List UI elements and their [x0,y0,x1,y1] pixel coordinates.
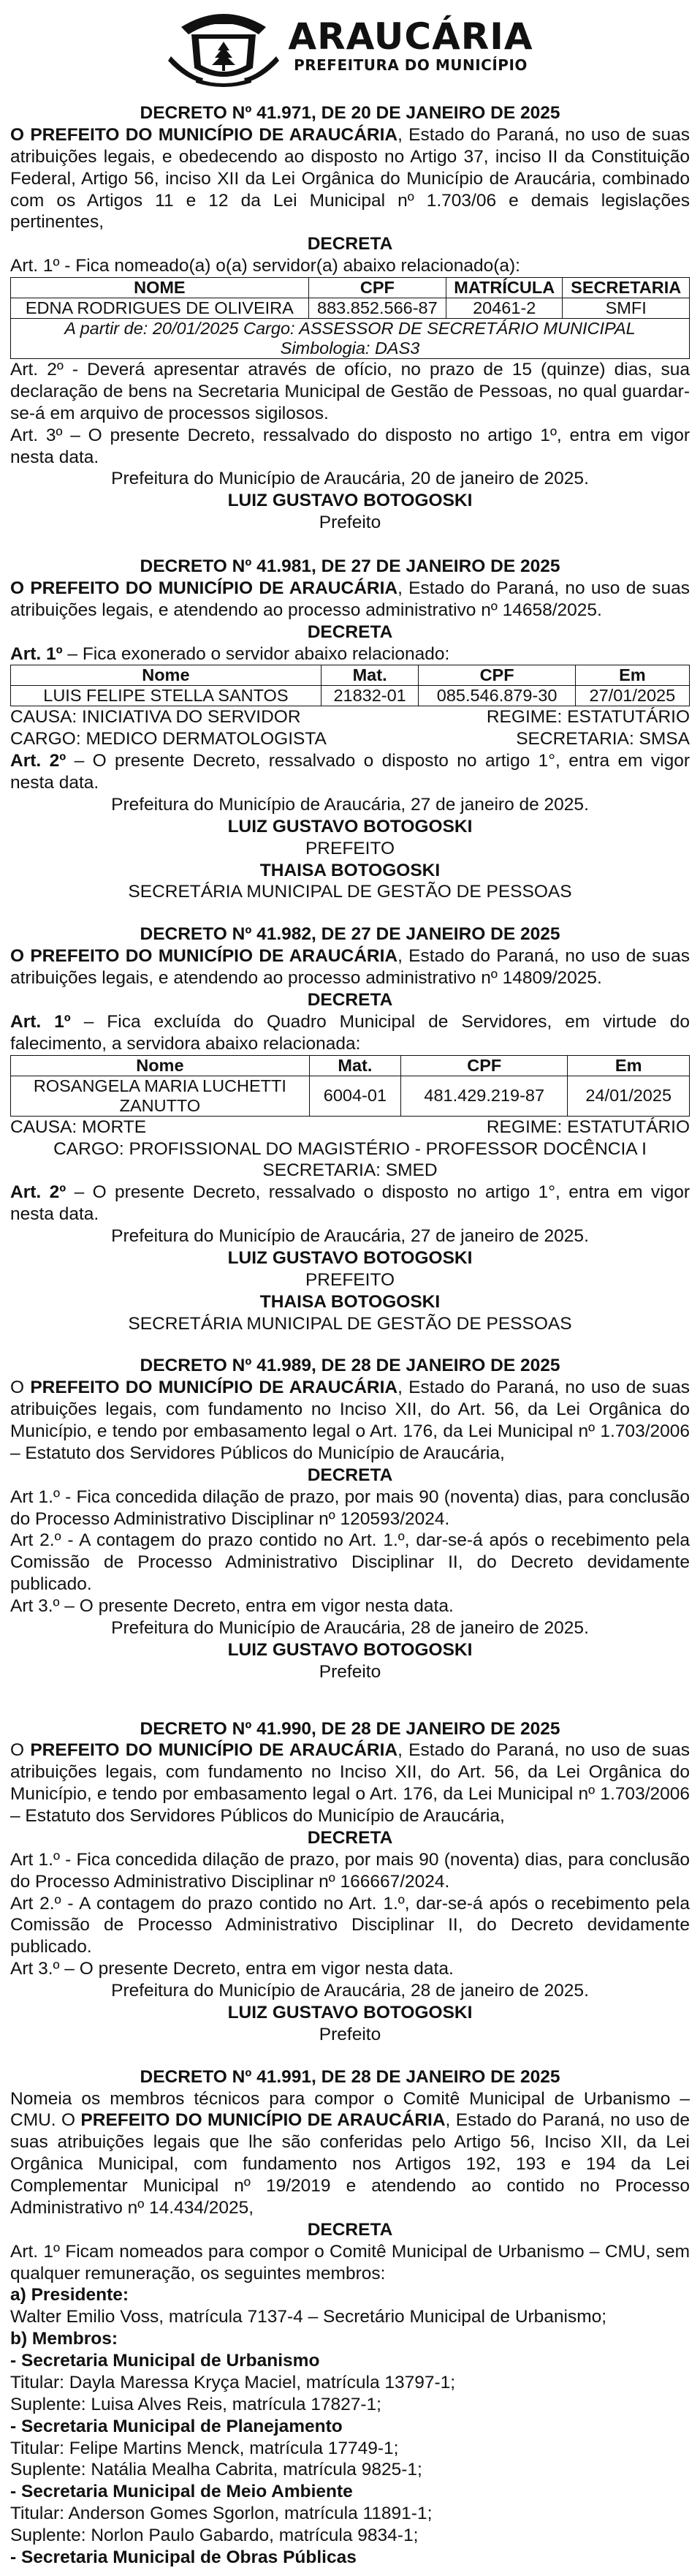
secretaria-heading: - Secretaria Municipal de Urbanismo [10,2351,320,2371]
table-note-cell [11,319,690,359]
decree-preamble [10,124,690,233]
table-header-cell: Nome [11,1055,310,1076]
article-3: Art 3.º – O presente Decreto, entra em vigor nesta data. [10,1959,454,1979]
article-3: Art. 3º – O presente Decreto, ressalvado do disposto no artigo 1º, entra em vigor nesta data. [10,425,690,467]
exclusion-table [10,1055,690,1117]
table-cell: 085.546.879-30 [419,686,575,706]
decree-41990 [10,1718,690,2046]
article-text: – Fica excluída do Quadro Municipal de Servidores, em virtude do falecimento, a servidora abaixo relacionada: [10,1011,690,1054]
article-1 [10,643,690,665]
co-signer-role: SECRETÁRIA MUNICIPAL DE GESTÃO DE PESSOAS [128,1313,572,1334]
article-label: Art. 1º [10,1011,71,1032]
table-header-cell: CPF [401,1055,568,1076]
table-header-cell: Nome [11,665,322,686]
table-header-cell: Mat. [321,665,419,686]
article-2: Art. 2º - Deverá apresentar através de ofício, no prazo de 15 (quinze) dias, sua declaração de bens na Secretaria Municipal de Gestão de Pessoas, no qual guardar-se-á em arquivo de processos sigilosos. [10,360,690,423]
preamble-text: , Estado do Paraná, no uso de suas atribuições legais, e atendendo ao processo administrativo nº 14658/2025. [10,578,690,620]
signer-name: LUIZ GUSTAVO BOTOGOSKI [227,491,473,511]
signer-name: LUIZ GUSTAVO BOTOGOSKI [227,1639,473,1660]
place-date: Prefeitura do Município de Araucária, 28 de janeiro de 2025. [111,1617,589,1638]
cargo-text: CARGO: MEDICO DERMATOLOGISTA [10,729,327,749]
decree-preamble [10,1377,690,1465]
article-2: Art 2.º - A contagem do prazo contido no Art. 1.º, dar-se-á após o recebimento pela Comissão de Processo Administrativo Disciplinar II, do Decreto devidamente publicado. [10,1530,690,1595]
decreta-heading: DECRETA [307,622,393,642]
brand [288,15,533,74]
cargo-text: CARGO: PROFISSIONAL DO MAGISTÉRIO - PROFESSOR DOCÊNCIA I [53,1138,647,1159]
brand-name: ARAUCÁRIA [288,15,533,58]
table-row [11,298,690,319]
table-cell: 27/01/2025 [575,686,689,706]
table-header-cell: Mat. [309,1055,400,1076]
table-cell: 20461-2 [446,298,563,319]
decree-title: DECRETO Nº 41.990, DE 28 DE JANEIRO DE 2025 [140,1718,560,1739]
decree-41971 [10,102,690,534]
table-cell: SMFI [563,298,690,319]
article-2 [10,750,690,794]
decree-41981 [10,556,690,903]
table-cell: LUIS FELIPE STELLA SANTOS [11,686,322,706]
municipal-crest-icon [167,5,281,87]
decree-title: DECRETO Nº 41.982, DE 27 DE JANEIRO DE 2025 [140,924,560,945]
signer-name: LUIZ GUSTAVO BOTOGOSKI [227,1247,473,1268]
presidente-label: a) Presidente: [10,2285,129,2305]
cause-text: CAUSA: INICIATIVA DO SERVIDOR [10,707,301,728]
preamble-authority: O PREFEITO DO MUNICÍPIO DE ARAUCÁRIA [10,946,398,967]
exoneration-table [10,665,690,706]
signer-role: Prefeito [319,513,381,533]
preamble-start: O [10,1740,31,1761]
secretaria-heading: - Secretaria Municipal de Planejamento [10,2416,343,2436]
member-titular: Titular: Felipe Martins Menck, matrícula 17749-1; [10,2438,399,2458]
article-2 [10,1182,690,1225]
membros-label: b) Membros: [10,2329,118,2349]
article-1 [10,1011,690,1055]
table-header-cell: CPF [419,665,575,686]
preamble-text: , Estado do Paraná, no uso de suas atribuições legais, e atendendo ao processo administrativo nº 14809/2025. [10,946,690,989]
secretaria-text: SECRETARIA: SMSA [516,729,690,749]
preamble-authority: PREFEITO DO MUNICÍPIO DE ARAUCÁRIA [80,2110,446,2131]
table-header-cell: NOME [11,278,309,298]
member-titular: Titular: Anderson Gomes Sgorlon, matrícula 11891-1; [10,2504,433,2524]
member-suplente: Suplente: Natália Mealha Cabrita, matrícula 9825-1; [10,2460,422,2480]
article-1: Art 1.º - Fica concedida dilação de prazo, por mais 90 (noventa) dias, para conclusão do Processo Administrativo Disciplinar nº 166667/2024. [10,1849,690,1892]
intro-start: Nomeia os membros técnicos para compor o Comitê Municipal de Urbanismo – CMU. O [10,2088,690,2131]
decree-41991 [10,2066,690,2569]
decree-preamble [10,1740,690,1827]
member-suplente: Suplente: Luisa Alves Reis, matrícula 17827-1; [10,2394,381,2414]
article-1: Art 1.º - Fica concedida dilação de prazo, por mais 90 (noventa) dias, para conclusão do Processo Administrativo Disciplinar nº 120593/2024. [10,1487,690,1529]
decreta-heading: DECRETA [307,989,393,1010]
table-header-cell: CPF [308,278,446,298]
decree-title: DECRETO Nº 41.989, DE 28 DE JANEIRO DE 2025 [140,1356,560,1376]
cause-text: CAUSA: MORTE [10,1117,147,1137]
decreta-heading: DECRETA [307,1465,393,1485]
article-1: Art. 1º Ficam nomeados para compor o Comitê Municipal de Urbanismo – CMU, sem qualquer remuneração, os seguintes membros: [10,2241,690,2284]
presidente-text: Walter Emilio Voss, matrícula 7137-4 – Secretário Municipal de Urbanismo; [10,2307,607,2327]
header [10,3,690,89]
article-label: Art. 2º [10,751,66,771]
preamble-start: O [10,1378,31,1398]
preamble-authority: PREFEITO DO MUNICÍPIO DE ARAUCÁRIA [30,1740,398,1761]
place-date: Prefeitura do Município de Araucária, 27 de janeiro de 2025. [111,1226,589,1247]
table-cell: ROSANGELA MARIA LUCHETTI ZANUTTO [11,1076,310,1116]
article-2: Art 2.º - A contagem do prazo contido no Art. 1.º, dar-se-á após o recebimento pela Comissão de Processo Administrativo Disciplinar II, do Decreto devidamente publicado. [10,1893,690,1957]
member-suplente: Suplente: Norlon Paulo Gabardo, matrícula 9834-1; [10,2526,419,2546]
place-date: Prefeitura do Município de Araucária, 28 de janeiro de 2025. [111,1981,589,2001]
decreta-heading: DECRETA [307,234,393,254]
secretaria-heading: - Secretaria Municipal de Obras Públicas [10,2547,357,2567]
preamble-text: , Estado do Paraná, no uso de suas atribuições legais que lhe são conferidas pelo Artigo 56, Inciso XII, da Lei Orgânica Municipal, com fundamento nos Artigos 192, 193 e 194 da Lei Complementar Municipal nº 19/2019 e atendendo ao contido no Processo Administrativo nº 14.434/2025, [10,2110,690,2218]
preamble-authority: PREFEITO DO MUNICÍPIO DE ARAUCÁRIA [30,1378,398,1398]
table-header-cell: Em [575,665,689,686]
table-header-cell: Em [568,1055,690,1076]
decree-preamble [10,578,690,622]
table-cell: 24/01/2025 [568,1076,690,1116]
appointee-table [10,277,690,359]
cargo-secretaria-row [10,728,690,750]
table-cell: EDNA RODRIGUES DE OLIVEIRA [11,298,309,319]
preamble-text: , Estado do Paraná, no uso de suas atribuições legais, com fundamento no Inciso XII, do Art. 56, da Lei Orgânica do Município, e tendo por embasamento legal o Art. 176, da Lei Municipal nº 1.703/2006 – Estatuto dos Servidores Públicos do Município de Araucária, [10,1378,690,1463]
table-cell: 21832-01 [321,686,419,706]
preamble-authority: O PREFEITO DO MUNICÍPIO DE ARAUCÁRIA [10,578,398,598]
preamble-authority: O PREFEITO DO MUNICÍPIO DE ARAUCÁRIA [10,124,398,145]
table-header-row [11,1055,690,1076]
member-titular: Titular: Dayla Maressa Kryça Maciel, matrícula 13797-1; [10,2372,456,2392]
article-text: – Fica exonerado o servidor abaixo relacionado: [62,643,450,664]
signer-role: Prefeito [319,2024,381,2044]
article-text: – O presente Decreto, ressalvado o disposto no artigo 1°, entra em vigor nesta data. [10,1182,691,1225]
article-1: Art. 1º - Fica nomeado(a) o(a) servidor(a) abaixo relacionado(a): [10,256,520,276]
article-3: Art 3.º – O presente Decreto, entra em vigor nesta data. [10,1596,454,1617]
co-signer-name: THAISA BOTOGOSKI [259,860,441,880]
table-header-cell: MATRÍCULA [446,278,563,298]
table-row [11,686,690,706]
signer-name: LUIZ GUSTAVO BOTOGOSKI [227,816,473,836]
table-cell: 481.429.219-87 [401,1076,568,1116]
table-note-line: Simbologia: DAS3 [280,339,420,358]
decree-preamble [10,945,690,989]
preamble-text: , Estado do Paraná, no uso de suas atribuições legais, e obedecendo ao disposto no Artigo 37, inciso II da Constituição Federal, Artigo 56, inciso XII da Lei Orgânica do Município de Araucária, combinado com os Artigos 11 e 12 da Lei Municipal nº 1.703/06 e demais legislações pertinentes, [10,124,690,233]
secretaria-heading: - Secretaria Municipal de Meio Ambiente [10,2482,353,2502]
place-date: Prefeitura do Município de Araucária, 20 de janeiro de 2025. [111,469,589,489]
signer-name: LUIZ GUSTAVO BOTOGOSKI [227,2002,473,2022]
co-signer-role: SECRETÁRIA MUNICIPAL DE GESTÃO DE PESSOAS [128,882,572,902]
table-note-line: A partir de: 20/01/2025 Cargo: ASSESSOR DE SECRETÁRIO MUNICIPAL [64,319,636,339]
table-cell: 6004-01 [309,1076,400,1116]
decree-title: DECRETO Nº 41.971, DE 20 DE JANEIRO DE 2025 [140,103,560,123]
article-label: Art. 1º [10,643,63,664]
table-row [11,1076,690,1116]
decree-41989 [10,1355,690,1682]
signer-role: PREFEITO [305,838,395,858]
decree-41982 [10,923,690,1334]
co-signer-name: THAISA BOTOGOSKI [259,1291,441,1312]
table-header-row [11,278,690,298]
table-note-row [11,319,690,359]
signer-role: PREFEITO [305,1269,395,1290]
preamble-text: , Estado do Paraná, no uso de suas atribuições legais, com fundamento no Inciso XII, do Art. 56, da Lei Orgânica do Município, e tendo por embasamento legal o Art. 176, da Lei Municipal nº 1.703/2006 – Estatuto dos Servidores Públicos do Município de Araucária, [10,1740,690,1827]
regime-text: REGIME: ESTATUTÁRIO [486,707,690,728]
decree-title: DECRETO Nº 41.981, DE 27 DE JANEIRO DE 2025 [140,556,560,577]
article-text: – O presente Decreto, ressalvado o disposto no artigo 1°, entra em vigor nesta data. [10,751,691,793]
decreta-heading: DECRETA [307,2219,393,2240]
place-date: Prefeitura do Município de Araucária, 27 de janeiro de 2025. [111,794,589,815]
article-label: Art. 2º [10,1182,66,1203]
regime-text: REGIME: ESTATUTÁRIO [486,1117,690,1137]
signer-role: Prefeito [319,1661,381,1682]
decree-preamble [10,2088,690,2219]
table-cell: 883.852.566-87 [308,298,446,319]
secretaria-text: SECRETARIA: SMED [262,1160,438,1181]
table-header-cell: SECRETARIA [563,278,690,298]
cause-regime-row [10,706,690,728]
table-header-row [11,665,690,686]
cause-regime-row [10,1117,690,1138]
decree-title: DECRETO Nº 41.991, DE 28 DE JANEIRO DE 2025 [140,2066,560,2087]
brand-subtitle: PREFEITURA DO MUNICÍPIO [294,56,528,74]
gazette-page [0,3,700,2576]
decreta-heading: DECRETA [307,1827,393,1848]
